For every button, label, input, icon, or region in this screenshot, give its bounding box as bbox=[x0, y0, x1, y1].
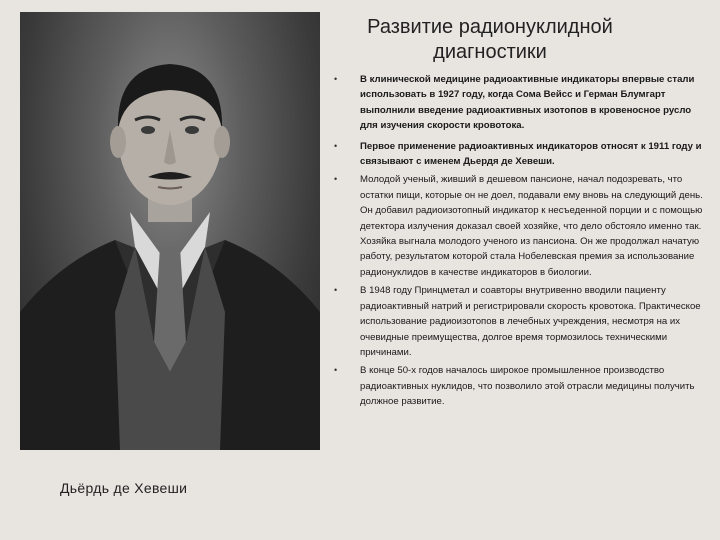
list-item bbox=[330, 139, 710, 170]
bullet-list bbox=[330, 72, 710, 410]
bullet-icon: • bbox=[334, 74, 338, 84]
bullet-icon: • bbox=[334, 140, 338, 151]
bullet-text: В клинической медицине радиоактивные индикаторы впервые стали использовать в 1927 году, когда Сома Вейсс и Герман Блумгарт выполнили введение радиоактивных изотопов в кровеносное русло для изучения скорости кровотока. bbox=[360, 74, 695, 132]
slide-title: Развитие радионуклидной диагностики bbox=[367, 16, 613, 63]
list-item bbox=[330, 363, 710, 409]
bullet-text: В конце 50-х годов началось широкое промышленное производство радиоактивных нуклидов, что позволило этой отрасли медицины получить должное развитие. bbox=[360, 365, 695, 408]
list-item bbox=[330, 283, 710, 360]
portrait-photo bbox=[20, 12, 320, 450]
bullet-text: Первое применение радиоактивных индикаторов относят к 1911 году и связывают с именем Дьердя де Хевеши. bbox=[360, 140, 702, 168]
portrait-caption: Дьёрдь де Хевеши bbox=[60, 480, 188, 496]
bullet-icon: • bbox=[334, 285, 338, 296]
bullet-icon: • bbox=[334, 365, 338, 376]
bullet-icon: • bbox=[334, 174, 338, 185]
list-item bbox=[330, 72, 710, 134]
bullet-text: Молодой ученый, живший в дешевом пансионе, начал подозревать, что остатки пищи, которые он не доел, подавали ему вновь на следующий день. Он добавил радиоизотопный индикатор к несъеденной порции и с помощью детектора излучения доказал своей хозяйке, что дело обстояло именно так. Хозяйка выгнала молодого ученого из пансиона. Он же продолжал начатую работу, результатом которой стала Нобелевская премия за использование радионуклидов в качестве индикаторов в биологии. bbox=[360, 174, 703, 278]
bullet-text: В 1948 году Принцметал и соавторы внутривенно вводили пациенту радиоактивный натрий и регистрировали скорость кровотока. Практическое использование радиоизотопов в лечебных учреждения, несмотря на их очевидные преимущества, долгое время тормозилось техническими причинами. bbox=[360, 285, 701, 358]
list-item bbox=[330, 172, 710, 280]
portrait-illustration bbox=[20, 12, 320, 450]
